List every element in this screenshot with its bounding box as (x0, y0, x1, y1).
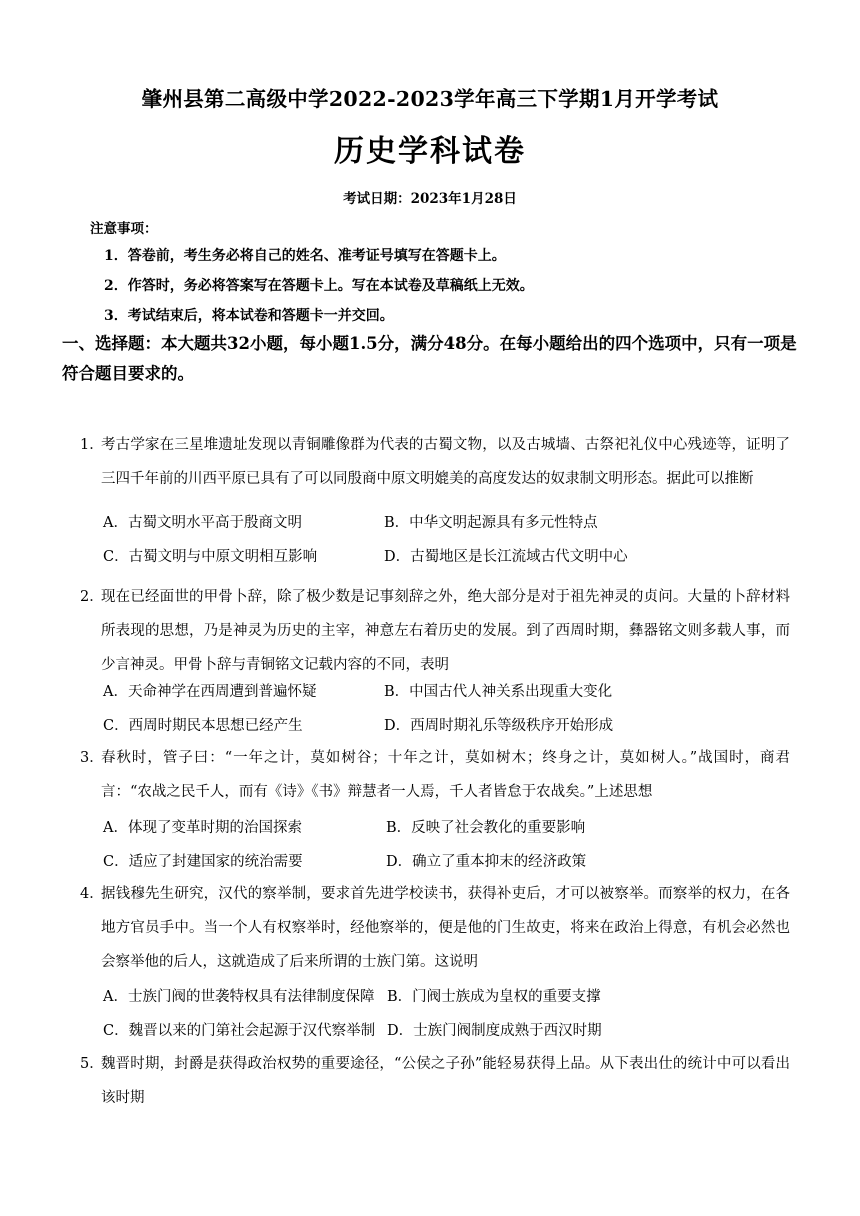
subject-title: 历史学科试卷 (334, 134, 526, 169)
option-c: C．适应了封建国家的统治需要 (103, 854, 303, 870)
question-stem: 据钱穆先生研究，汉代的察举制，要求首先进学校读书，获得补吏后，才可以被察举。而察举的权力，在各地方官员手中。当一个人有权察举时，经他察举的，便是他的门生故吏，将来在政治上得意，有机会必然也会察举他的后人，这就造成了后来所谓的士族门第。这说明 (101, 886, 790, 970)
question-number: 4． (80, 886, 104, 902)
notice-item: 1．答卷前，考生务必将自己的姓名、准考证号填写在答题卡上。 (104, 248, 506, 264)
question-2 (80, 580, 790, 682)
section-heading: 一、选择题：本大题共32小题，每小题1.5分，满分48分。在每小题给出的四个选项中，只有一项是符合题目要求的。 (62, 334, 797, 383)
option-d: D．确立了重本抑末的经济政策 (386, 854, 587, 870)
option-b: B．中华文明起源具有多元性特点 (384, 515, 598, 531)
question-4 (80, 877, 790, 979)
question-stem: 考古学家在三星堆遗址发现以青铜雕像群为代表的古蜀文物，以及古城墙、古祭祀礼仪中心残迹等，证明了三四千年前的川西平原已具有了可以同殷商中原文明媲美的高度发达的奴隶制文明形态。据此可以推断 (101, 437, 790, 487)
option-a: A．天命神学在西周遭到普遍怀疑 (103, 684, 317, 700)
question-stem: 现在已经面世的甲骨卜辞，除了极少数是记事刻辞之外，绝大部分是对于祖先神灵的贞问。大量的卜辞材料所表现的思想，乃是神灵为历史的主宰，神意左右着历史的发展。到了西周时期，彝器铭文则多载人事，而少言神灵。甲骨卜辞与青铜铭文记载内容的不同，表明 (101, 589, 790, 673)
question-stem: 春秋时，管子曰：“一年之计，莫如树谷；十年之计，莫如树木；终身之计，莫如树人。”战国时，商君言：“农战之民千人，而有《诗》《书》辩慧者一人焉，千人者皆怠于农战矣。”上述思想 (101, 750, 790, 800)
notice-item: 3．考试结束后，将本试卷和答题卡一并交回。 (104, 308, 394, 324)
question-3 (80, 741, 790, 809)
option-b: B．反映了社会教化的重要影响 (386, 820, 586, 836)
question-1 (80, 428, 790, 496)
option-b: B．门阀士族成为皇权的重要支撑 (387, 989, 601, 1005)
option-c: C．西周时期民本思想已经产生 (103, 718, 303, 734)
option-c: C．古蜀文明与中原文明相互影响 (103, 549, 318, 565)
exam-title: 肇州县第二高级中学2022-2023学年高三下学期1月开学考试 (141, 87, 719, 111)
option-a: A．士族门阀的世袭特权具有法律制度保障 (103, 989, 375, 1005)
question-stem: 魏晋时期，封爵是获得政治权势的重要途径，“公侯之子孙”能轻易获得上品。从下表出仕的统计中可以看出该时期 (101, 1056, 790, 1106)
notice-heading: 注意事项： (90, 221, 158, 237)
option-a: A．体现了变革时期的治国探索 (103, 820, 302, 836)
question-number: 2． (80, 589, 104, 605)
option-d: D．古蜀地区是长江流域古代文明中心 (384, 549, 628, 565)
exam-date: 考试日期：2023年1月28日 (343, 191, 517, 207)
option-b: B．中国古代人神关系出现重大变化 (384, 684, 613, 700)
option-a: A．古蜀文明水平高于殷商文明 (103, 515, 302, 531)
notice-item: 2．作答时，务必将答案写在答题卡上。写在本试卷及草稿纸上无效。 (104, 278, 534, 294)
option-d: D．西周时期礼乐等级秩序开始形成 (384, 718, 614, 734)
option-c: C．魏晋以来的门第社会起源于汉代察举制 (103, 1023, 376, 1039)
question-number: 3． (80, 750, 104, 766)
question-number: 5． (80, 1056, 104, 1072)
question-5 (80, 1047, 790, 1115)
question-number: 1． (80, 437, 104, 453)
option-d: D．士族门阀制度成熟于西汉时期 (387, 1023, 602, 1039)
